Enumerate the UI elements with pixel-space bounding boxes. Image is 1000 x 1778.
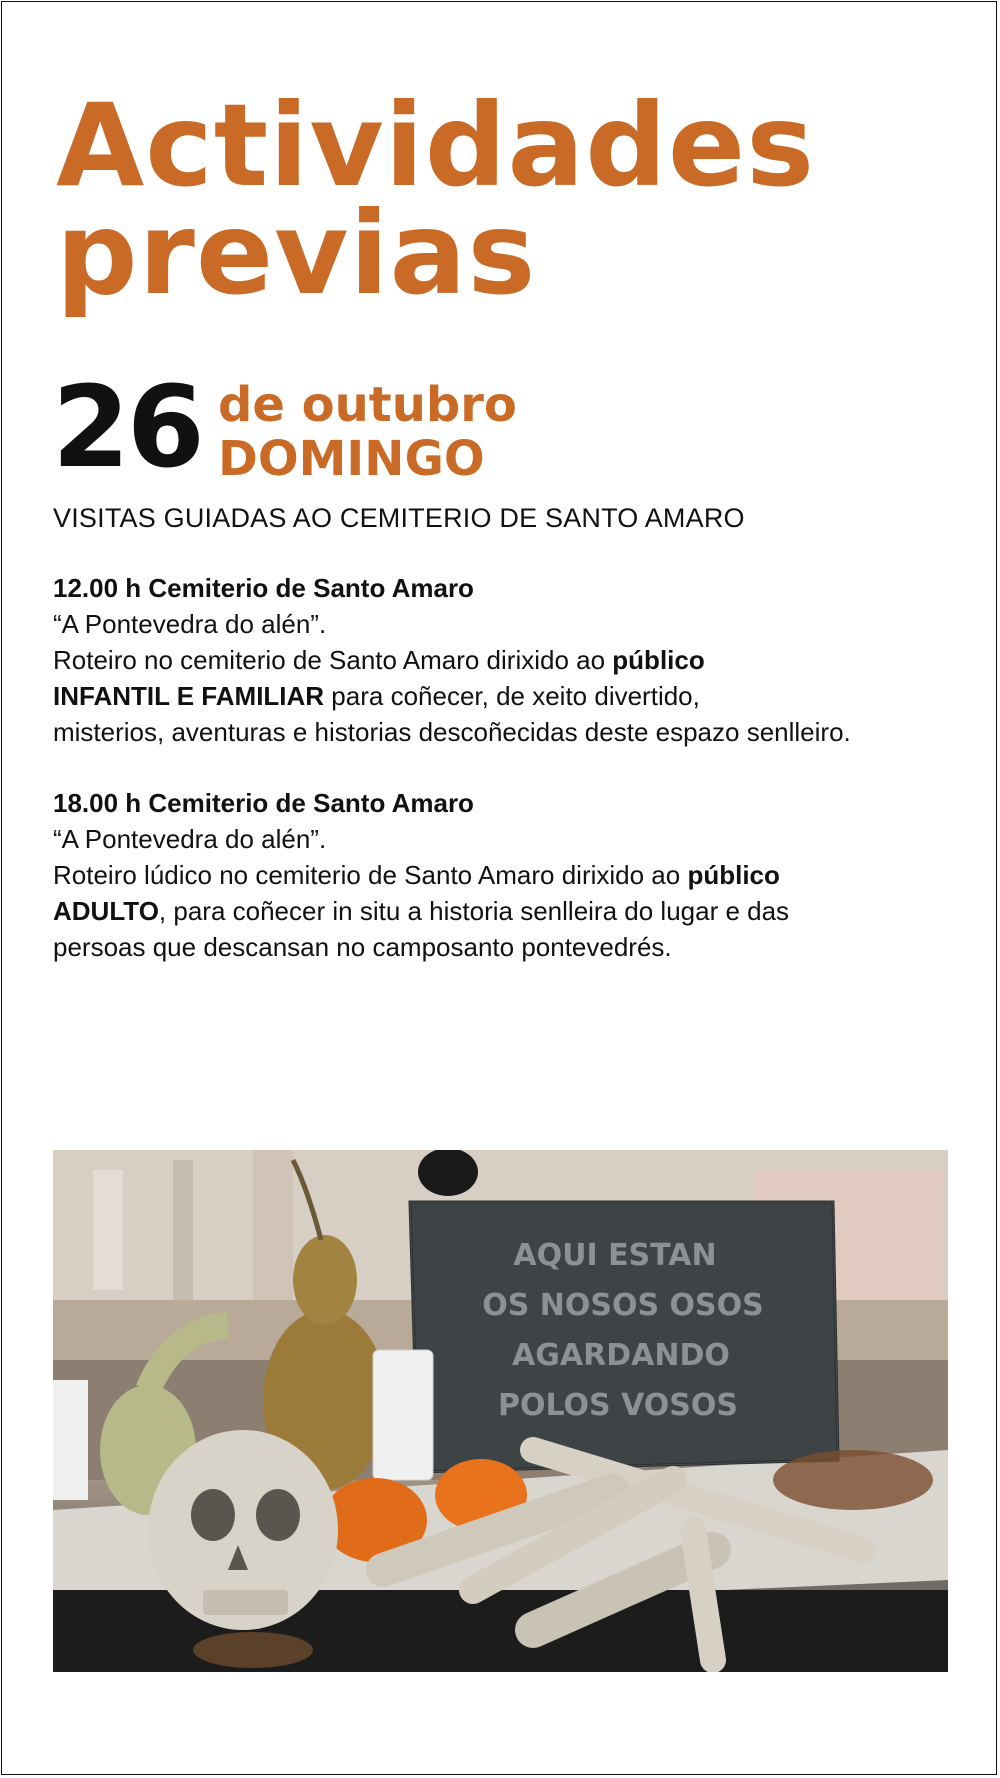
tombstone-line: OS NOSOS OSOS: [482, 1288, 764, 1323]
tombstone-line: AGARDANDO: [512, 1338, 730, 1373]
session-description-line: misterios, aventuras e historias descoñecidas deste espazo senlleiro.: [53, 717, 851, 747]
audience-type: INFANTIL E FAMILIAR: [53, 681, 325, 711]
session-heading: 12.00 h Cemiterio de Santo Amaro: [53, 573, 474, 603]
date-month: de outubro: [218, 377, 517, 433]
background-shape: [173, 1160, 193, 1300]
date-day: 26: [52, 363, 202, 493]
session-description-line: [53, 642, 953, 678]
dry-leaves: [193, 1632, 313, 1668]
text-span: , para coñecer in situ a historia senlleira do lugar e das: [158, 896, 790, 926]
text-span: Roteiro no cemiterio de Santo Amaro dirixido ao: [53, 645, 613, 675]
title-line-2: previas: [56, 187, 537, 320]
page-title: [56, 79, 816, 320]
text-span: para coñecer, de xeito divertido,: [324, 681, 700, 711]
audience-type: ADULTO: [53, 896, 159, 926]
crow: [418, 1150, 478, 1196]
section-subheading: VISITAS GUIADAS AO CEMITERIO DE SANTO AMARO: [53, 503, 745, 533]
gourd-large-top: [293, 1235, 357, 1325]
photo-illustration: [53, 1150, 948, 1672]
text-span: Roteiro lúdico no cemiterio de Santo Amaro dirixido ao: [53, 860, 688, 890]
session-activity-name: “A Pontevedra do alén”.: [53, 609, 327, 639]
background-shape: [93, 1170, 123, 1290]
session-description-line: [53, 678, 953, 714]
tombstone-line: AQUI ESTAN: [513, 1238, 717, 1273]
background-shape: [253, 1150, 293, 1310]
skull-teeth: [203, 1590, 288, 1615]
session-description-line: persoas que descansan no camposanto pontevedrés.: [53, 932, 672, 962]
session-activity-name: “A Pontevedra do alén”.: [53, 824, 327, 854]
session-description-line: [53, 893, 953, 929]
session-description-line: [53, 857, 953, 893]
dry-leaves: [773, 1450, 933, 1510]
session-heading: 18.00 h Cemiterio de Santo Amaro: [53, 788, 474, 818]
candle-left: [53, 1380, 88, 1500]
skull-eye: [191, 1489, 235, 1541]
date-weekday: DOMINGO: [218, 431, 485, 487]
audience-label: público: [612, 645, 705, 675]
title-line-1: Actividades: [56, 79, 816, 212]
session-morning: [53, 570, 953, 750]
tombstone-line: POLOS VOSOS: [498, 1388, 738, 1423]
session-evening: [53, 785, 953, 965]
halloween-photo: [53, 1150, 948, 1672]
date-words: [218, 378, 517, 486]
skull-eye: [256, 1489, 300, 1541]
candle: [373, 1350, 433, 1480]
audience-label: público: [687, 860, 780, 890]
